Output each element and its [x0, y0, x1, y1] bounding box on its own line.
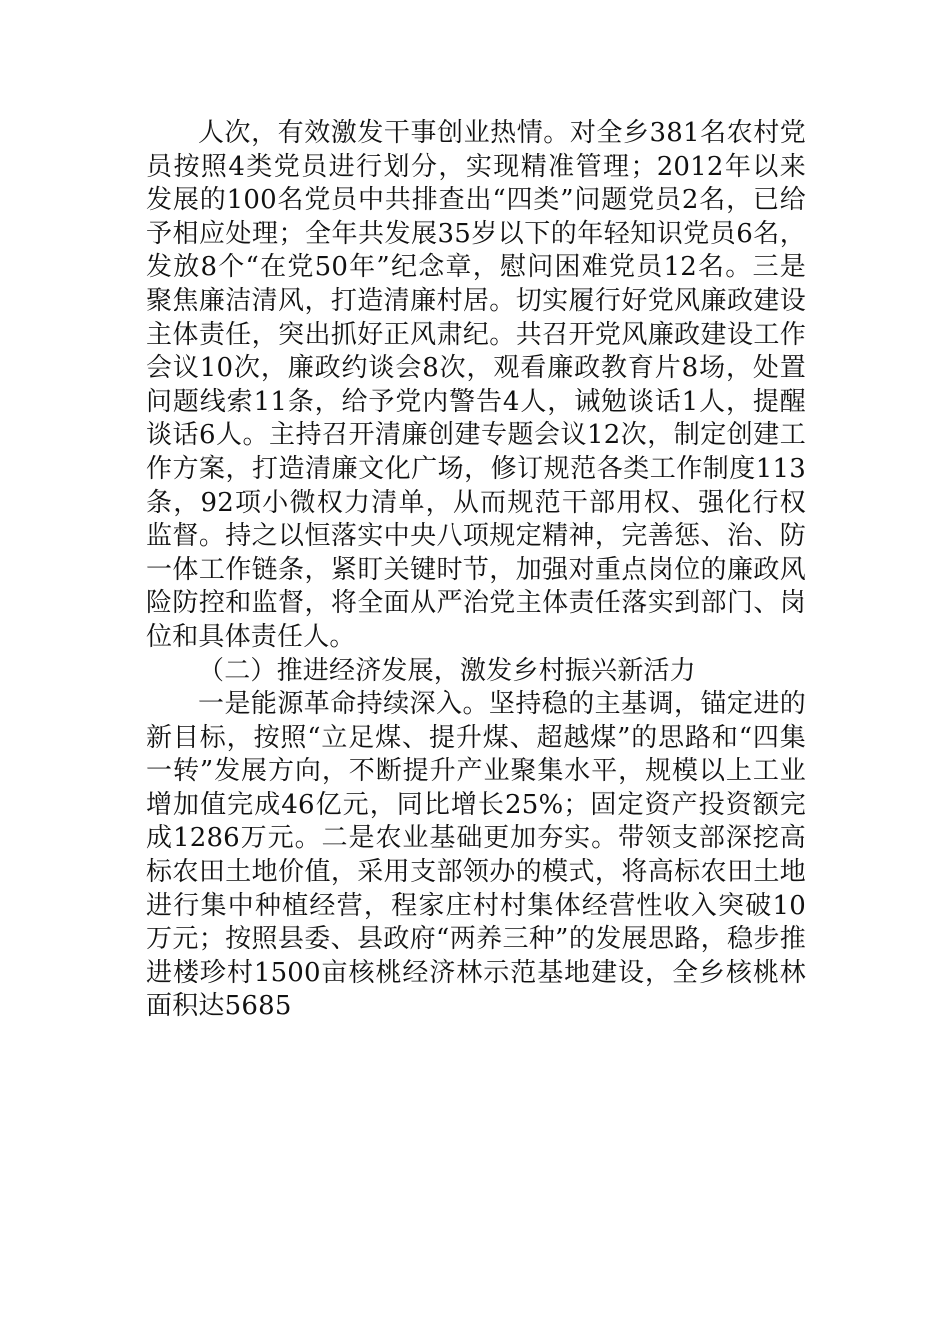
- paragraph-energy-agriculture: 一是能源革命持续深入。坚持稳的主基调，锚定进的新目标，按照“立足煤、提升煤、超越煤”的思路和“四集一转”发展方向，不断提升产业聚集水平，规模以上工业增加值完成46亿元，同比增长25%；固定资产投资额完成1286万元。二是农业基础更加夯实。带领支部深挖高标农田土地价值，采用支部领办的模式，将高标农田土地进行集中种植经营，程家庄村村集体经营性收入突破10万元；按照县委、县政府“两养三种”的发展思路，稳步推进楼珍村1500亩核桃经济林示范基地建设，全乡核桃林面积达5685: [146, 689, 806, 1022]
- section-heading-economic-development: （二）推进经济发展，激发乡村振兴新活力: [198, 655, 696, 686]
- document-body: [146, 117, 806, 1024]
- paragraph-party-discipline: 人次，有效激发干事创业热情。对全乡381名农村党员按照4类党员进行划分，实现精准管理；2012年以来发展的100名党员中共排查出“四类”问题党员2名，已给予相应处理；全年共发展35岁以下的年轻知识党员6名，发放8个“在党50年”纪念章，慰问困难党员12名。三是聚焦廉洁清风，打造清廉村居。切实履行好党风廉政建设主体责任，突出抓好正风肃纪。共召开党风廉政建设工作会议10次，廉政约谈会8次，观看廉政教育片8场，处置问题线索11条，给予党内警告4人，诫勉谈话1人，提醒谈话6人。主持召开清廉创建专题会议12次，制定创建工作方案，打造清廉文化广场，修订规范各类工作制度113条，92项小微权力清单，从而规范干部用权、强化行权监督。持之以恒落实中央八项规定精神，完善惩、治、防一体工作链条，紧盯关键时节，加强对重点岗位的廉政风险防控和监督，将全面从严治党主体责任落实到部门、岗位和具体责任人。: [146, 118, 806, 652]
